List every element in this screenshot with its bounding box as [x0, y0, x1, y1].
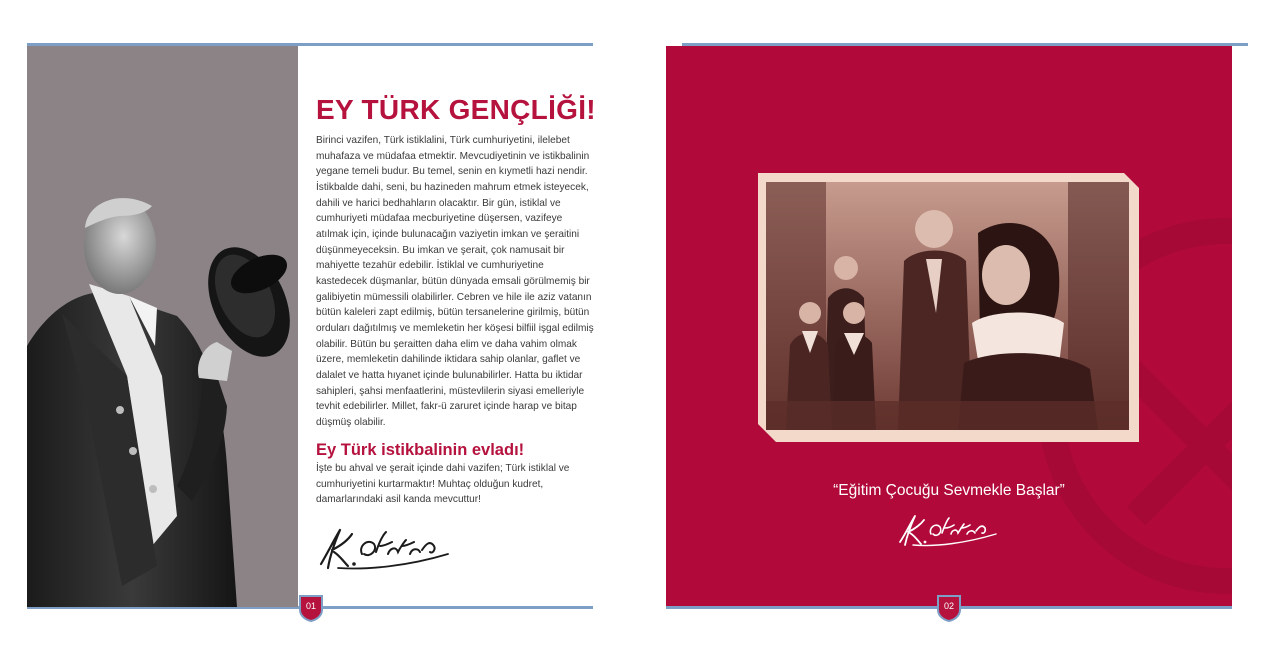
page-number-1: 01 [305, 601, 316, 611]
page-number-2: 02 [943, 601, 954, 611]
portrait-photo [27, 46, 298, 607]
page-number-badge-2 [936, 594, 962, 622]
signature-icon [318, 524, 453, 577]
page-number-badge-1 [298, 594, 324, 622]
body-paragraph: Birinci vazifen, Türk istiklalini, Türk cumhuriyetini, ilelebet muhafaza ve müdafaa etmektir. Mevcudiyetinin ve istikbalinin yegane temeli budur. Bu temel, senin en kıymetli hazi nendir. İstikbalde dahi, seni, bu hazineden mahrum etmek isteyecek, dahili ve harici bedhahların olacaktır. Bir gün, istiklal ve cumhuriyeti müdafaa mecburiyetine düşersen, vazifeye atılmak için, içinde bulunacağın vaziyetin imkan ve şeraitini düşünmeyeceksin. Bu imkan ve şerait, çok namusait bir mahiyette tezahür edebilir. İstiklal ve cumhuriyetine kastedecek düşmanlar, bütün dünyada emsali görülmemiş bir galibiyetin mümessili olabilirler. Cebren ve hile ile aziz vatanın bütün kaleleri zapt edilmiş, bütün tersanelerine girilmiş, bütün orduları dağıtılmış ve memleketin her köşesi bilfiil işgal edilmiş olabilir. Bütün bu şeraitten daha elim ve daha vahim olmak üzere, memleketin dahilinde iktidara sahip olanlar, gaflet ve dalalet ve hatta hıyanet içinde bulunabilirler. Hatta bu iktidar sahipleri, şahsi menfaatlerini, müstevlilerin siyasi emelleriyle tevhit edebilirler. Millet, fakr-ü zaruret içinde harap ve bitap düşmüş olabilir. [316, 135, 594, 428]
page-title: EY TÜRK GENÇLİĞİ! [316, 94, 596, 125]
quote-text: “Eğitim Çocuğu Sevmekle Başlar” [833, 482, 1065, 499]
classroom-photo [758, 173, 1139, 442]
portrait-illustration [27, 46, 298, 607]
signature-icon [898, 512, 1000, 553]
subheading: Ey Türk istikbalinin evladı! [316, 441, 525, 459]
closing-paragraph: İşte bu ahval ve şerait içinde dahi vazifen; Türk istiklal ve cumhuriyetini kurtarmaktır! Muhtaç olduğun kudret, damarlarındaki asil kanda mevcuttur! [316, 463, 570, 506]
